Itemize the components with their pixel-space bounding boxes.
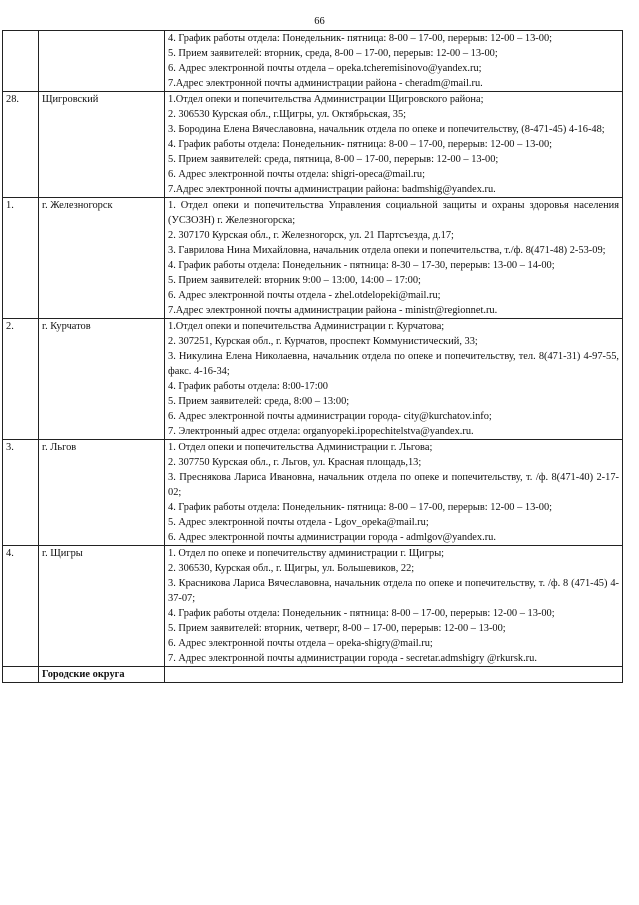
district-info [165,31,623,92]
row-number: 3. [3,440,39,546]
district-name [39,31,165,92]
district-info [165,92,623,198]
row-number: 28. [3,92,39,198]
district-name: Щигровский [39,92,165,198]
district-name: г. Льгов [39,440,165,546]
info-line: 3. Бородина Елена Вячеславовна, начальник отдела по опеке и попечительству, (8-471-45) 4-16-48; [168,124,605,135]
district-info [165,319,623,440]
info-line: 2. 307750 Курская обл., г. Льгов, ул. Красная площадь,13; [168,457,422,468]
info-line: 6. Адрес электронной почты отдела – opeka-shigry@mail.ru; [168,638,433,649]
district-info [165,546,623,667]
info-line: 2. 306530 Курская обл., г.Щигры, ул. Октябрьская, 35; [168,109,407,120]
district-info [165,440,623,546]
contacts-table [2,30,623,683]
info-line: 7.Адрес электронной почты администрации района - ministr@regionnet.ru. [168,305,498,316]
row-number [3,31,39,92]
info-line: 6. Адрес электронной почты отдела: shigri-opeca@mail.ru; [168,169,425,180]
district-name: г. Щигры [39,546,165,667]
info-line: 1. Отдел по опеке и попечительству администрации г. Щигры; [168,548,445,559]
info-line: 3. Красникова Лариса Вячеславовна, начальник отдела по опеке и попечительству, т. /ф. 8 (471-45) 4-37-07; [168,578,619,604]
section-label: Городские округа [39,667,165,683]
table-row [3,31,623,92]
section-row [3,667,623,683]
info-line: 2. 307170 Курская обл., г. Железногорск, ул. 21 Партсъезда, д.17; [168,230,454,241]
info-line: 5. Прием заявителей: вторник, четверг, 8-00 – 17-00, перерыв: 12-00 – 13-00; [168,623,506,634]
info-line: 4. График работы отдела: Понедельник - пятница: 8-30 – 17-30, перерыв: 13-00 – 14-00; [168,260,555,271]
info-line: 2. 306530, Курская обл., г. Щигры, ул. Большевиков, 22; [168,563,415,574]
info-line: 2. 307251, Курская обл., г. Курчатов, проспект Коммунистический, 33; [168,336,478,347]
district-info [165,198,623,319]
table-row [3,319,623,440]
info-line: 1.Отдел опеки и попечительства Администрации Щигровского района; [168,94,484,105]
info-line: 1. Отдел опеки и попечительства Администрации г. Льгова; [168,442,433,453]
info-line: 5. Прием заявителей: вторник, среда, 8-00 – 17-00, перерыв: 12-00 – 13-00; [168,48,498,59]
row-number: 2. [3,319,39,440]
info-line: 5. Адрес электронной почты отдела - Lgov_opeka@mail.ru; [168,517,429,528]
info-line: 5. Прием заявителей: среда, 8:00 – 13:00; [168,396,350,407]
info-line: 6. Адрес электронной почты администрации города- city@kurchatov.info; [168,411,492,422]
row-number: 4. [3,546,39,667]
table-row [3,92,623,198]
info-line: 4. График работы отдела: Понедельник- пятница: 8-00 – 17-00, перерыв: 12-00 – 13-00; [168,139,553,150]
page-number: 66 [314,16,325,27]
info-line: 6. Адрес электронной почты отдела – opeka.tcheremisinovo@yandex.ru; [168,63,482,74]
info-line: 6. Адрес электронной почты отдела - zhel.otdelopeki@mail.ru; [168,290,441,301]
district-info [165,667,623,683]
district-name: г. Железногорск [39,198,165,319]
info-line: 7.Адрес электронной почты администрации района - cheradm@mail.ru. [168,78,483,89]
info-line: 1.Отдел опеки и попечительства Администрации г. Курчатова; [168,321,445,332]
table-row [3,198,623,319]
table-row [3,546,623,667]
info-line: 4. График работы отдела: Понедельник - пятница: 8-00 – 17-00, перерыв: 12-00 – 13-00; [168,608,555,619]
info-line: 5. Прием заявителей: среда, пятница, 8-00 – 17-00, перерыв: 12-00 – 13-00; [168,154,499,165]
info-line: 3. Никулина Елена Николаевна, начальник отдела по опеке и попечительству, тел. 8(471-31) 4-97-55, факс. 4-16-34; [168,351,619,377]
info-line: 3. Гаврилова Нина Михайловна, начальник отдела опеки и попечительства, т./ф. 8(471-48) 2-53-09; [168,245,606,256]
district-name: г. Курчатов [39,319,165,440]
info-line: 7. Адрес электронной почты администрации города - secretar.admshigry @rkursk.ru. [168,653,537,664]
row-number [3,667,39,683]
info-line: 4. График работы отдела: 8:00-17:00 [168,381,329,392]
info-line: 4. График работы отдела: Понедельник- пятница: 8-00 – 17-00, перерыв: 12-00 – 13-00; [168,33,553,44]
info-line: 4. График работы отдела: Понедельник- пятница: 8-00 – 17-00, перерыв: 12-00 – 13-00; [168,502,553,513]
table-row [3,440,623,546]
info-line: 3. Преснякова Лариса Ивановна, начальник отдела по опеке и попечительству, т. /ф. 8(471-40) 2-17-02; [168,472,619,498]
row-number: 1. [3,198,39,319]
info-line: 6. Адрес электронной почты администрации города - admlgov@yandex.ru. [168,532,496,543]
info-line: 1. Отдел опеки и попечительства Управления социальной защиты и охраны здоровья населения (УСЗОЗН) г. Железногорска; [168,200,619,226]
info-line: 7.Адрес электронной почты администрации района: badmshig@yandex.ru. [168,184,496,195]
info-line: 5. Прием заявителей: вторник 9:00 – 13:00, 14:00 – 17:00; [168,275,421,286]
info-line: 7. Электронный адрес отдела: organyopeki.ipopechitelstva@yandex.ru. [168,426,474,437]
